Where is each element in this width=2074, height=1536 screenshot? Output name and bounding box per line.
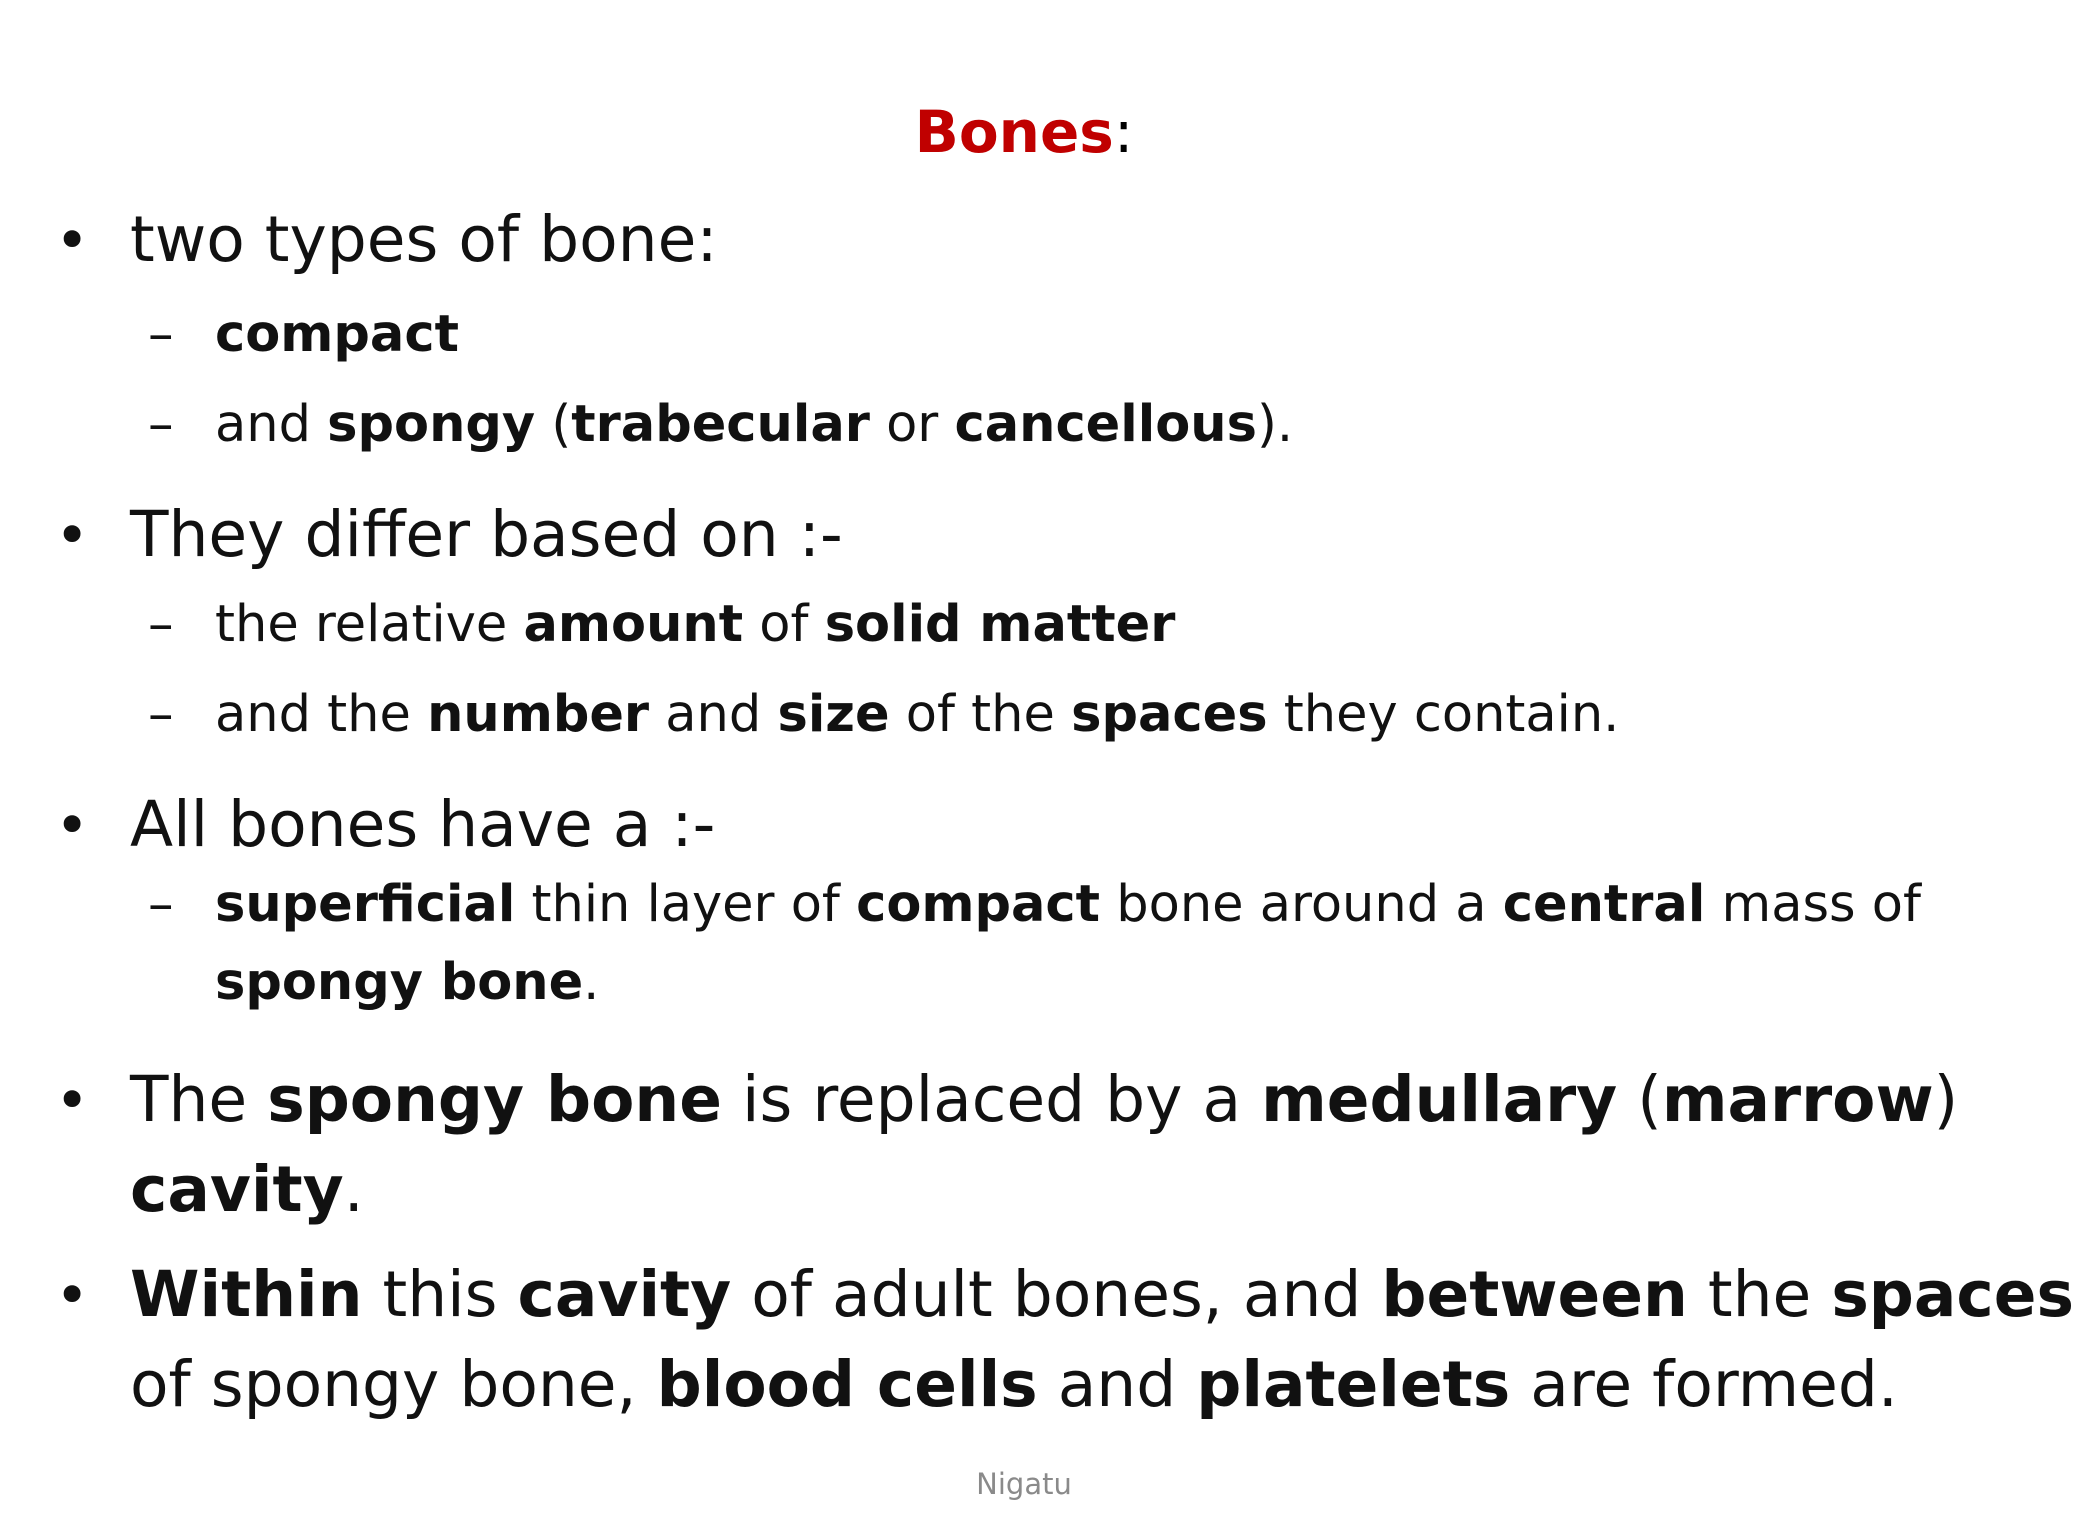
text-run: of [743,595,825,654]
text-run: of spongy bone, [130,1348,657,1421]
sub-bullet-item [215,865,1921,945]
sub-bullet-item [215,385,1293,465]
text-run: ( [1617,1063,1662,1136]
bullet-item [130,1145,364,1235]
text-run: or [869,395,955,454]
text-run: the relative [215,595,524,654]
bold-text: superficial [215,875,516,934]
bullet-item [130,780,715,870]
text-run: is replaced by a [721,1063,1262,1136]
slide-title-colon: : [1113,98,1134,166]
bold-text: spaces [1071,685,1268,744]
text-run: The [130,1063,268,1136]
bold-text: spongy bone [267,1063,722,1136]
sub-bullet-item [215,675,1619,755]
bold-text: compact [215,305,459,364]
bold-text: medullary [1261,1063,1618,1136]
dash-marker: – [148,395,174,454]
bold-text: blood cells [656,1348,1038,1421]
bold-text: spongy [327,395,536,454]
bold-text: Within [130,1258,363,1331]
text-run: . [343,1153,364,1226]
text-run: . [583,953,600,1012]
slide-title-text: Bones [914,98,1114,166]
bold-text: spaces [1831,1258,2074,1331]
bold-text: solid matter [824,595,1176,654]
text-run: of the [889,685,1072,744]
text-run: this [362,1258,518,1331]
bullet-marker: • [55,791,90,859]
dash-marker: – [148,305,174,364]
dash-marker: – [148,685,174,744]
bullet-item [130,1250,2074,1340]
dash-marker: – [148,595,174,654]
text-run: of adult bones, and [731,1258,1382,1331]
text-run: mass of [1705,875,1921,934]
bullet-marker: • [55,206,90,274]
bold-text: platelets [1196,1348,1511,1421]
bullet-marker: • [55,1066,90,1134]
text-run: and [1037,1348,1197,1421]
dash-marker: – [148,875,174,934]
bullet-item [130,195,718,285]
bullet-item [130,490,843,580]
bold-text: between [1381,1258,1688,1331]
text-run: they contain. [1267,685,1620,744]
text-run: and [215,395,328,454]
bold-text: marrow [1661,1063,1934,1136]
bold-text: amount [523,595,744,654]
bold-text: cavity [517,1258,732,1331]
bold-text: cancellous [954,395,1257,454]
sub-bullet-item [215,585,1175,665]
text-run: ). [1256,395,1294,454]
text-run: ( [535,395,572,454]
sub-bullet-item [215,943,599,1023]
bullet-marker: • [55,1261,90,1329]
text-run: thin layer of [515,875,857,934]
bullet-item [130,1055,1958,1145]
sub-bullet-item [215,295,459,375]
text-run: ) [1933,1063,1959,1136]
text-run: All bones have a :- [130,788,716,861]
text-run: and the [215,685,428,744]
bold-text: compact [856,875,1101,934]
text-run: two types of bone: [130,203,718,276]
bullet-marker: • [55,501,90,569]
text-run: They differ based on :- [130,498,843,571]
text-run: and [649,685,778,744]
bold-text: trabecular [571,395,870,454]
text-run: the [1687,1258,1832,1331]
bold-text: spongy bone [215,953,584,1012]
slide-title [0,92,2048,172]
bold-text: number [427,685,650,744]
bold-text: size [777,685,890,744]
bold-text: central [1502,875,1706,934]
bullet-item [130,1340,1898,1430]
footer-author: Nigatu [976,1467,1072,1501]
text-run: are formed. [1510,1348,1898,1421]
bold-text: cavity [130,1153,344,1226]
text-run: bone around a [1100,875,1503,934]
